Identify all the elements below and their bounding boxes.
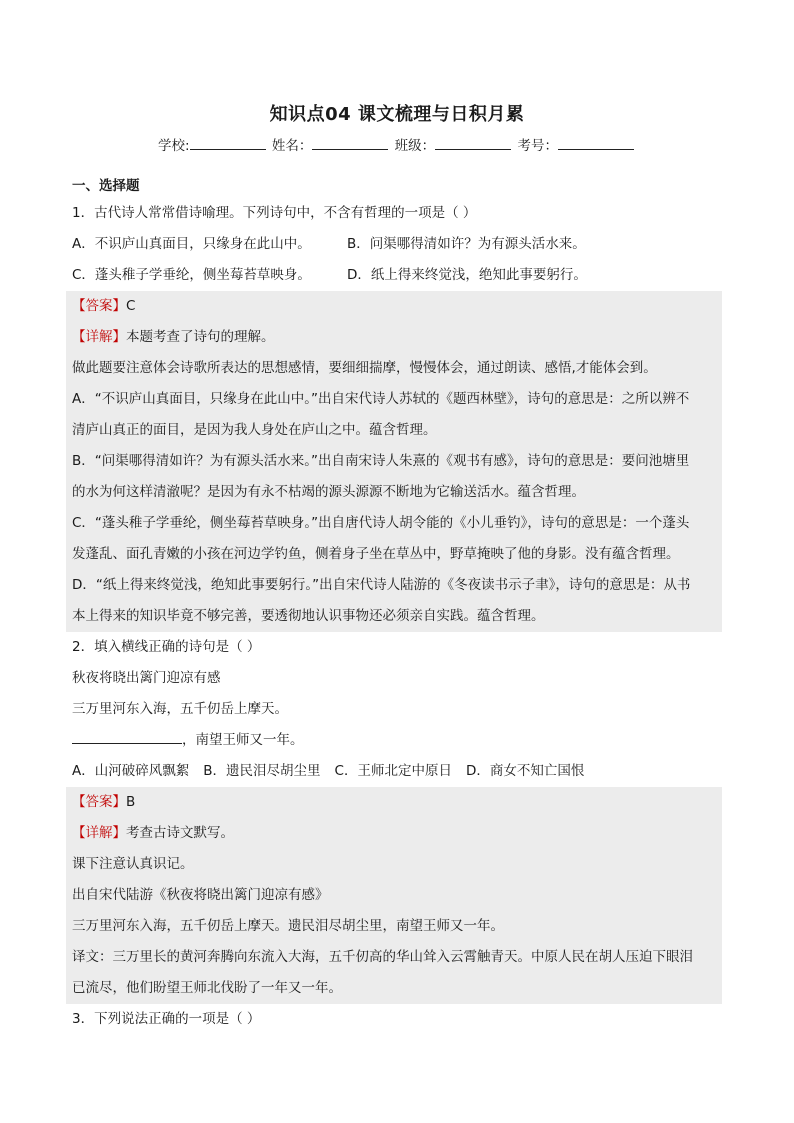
- q2-explain-2: 三万里河东入海，五千仞岳上摩天。遗民泪尽胡尘里，南望王师又一年。: [72, 918, 504, 934]
- page-title: 知识点04 课文梳理与日积月累: [269, 104, 525, 125]
- q2-explain-1: 出自宋代陆游《秋夜将晓出篱门迎凉有感》: [72, 887, 329, 903]
- q1-explain-c-2: 发蓬乱、面孔青嫩的小孩在河边学钓鱼，侧着身子坐在草丛中，野草掩映了他的身影。没有蕴含哲理。: [72, 546, 680, 562]
- q2-poem-line-2: [72, 725, 722, 756]
- school-label: 学校:: [158, 138, 190, 154]
- q1-detail-2: 做此题要注意体会诗歌所表达的思想感情，要细细揣摩，慢慢体会，通过朗读、感悟,才能体会到。: [72, 360, 657, 376]
- q2-answer: B: [126, 794, 136, 810]
- q1-option-a[interactable]: A．不识庐山真面目，只缘身在此山中。: [72, 236, 311, 252]
- q1-detail-1: 本题考查了诗句的理解。: [126, 329, 275, 345]
- q2-line-2-rest: ，南望王师又一年。: [182, 732, 304, 748]
- detail-tag: 【详解】: [72, 825, 126, 841]
- school-blank[interactable]: [190, 137, 266, 150]
- q1-explain-b-1: B．“问渠哪得清如许？为有源头活水来。”出自南宋诗人朱熹的《观书有感》，诗句的意思是：要问池塘里: [72, 453, 690, 469]
- q2-poem-line-1: 三万里河东入海，五千仞岳上摩天。: [72, 701, 288, 717]
- q2-detail-2: 课下注意认真识记。: [72, 856, 194, 872]
- q2-explain-4: 已流尽，他们盼望王师北伐盼了一年又一年。: [72, 980, 342, 996]
- q1-answer-row: [72, 291, 722, 322]
- q2-answer-block: [66, 787, 722, 1004]
- class-blank[interactable]: [435, 137, 511, 150]
- q2-fill-blank[interactable]: [72, 729, 182, 744]
- q1-explain-c-1: C．“蓬头稚子学垂纶，侧坐莓苔草映身。”出自唐代诗人胡令能的《小儿垂钓》，诗句的意思是：一个蓬头: [72, 515, 690, 531]
- section-heading: 一、选择题: [72, 178, 140, 194]
- q2-options-row: [72, 756, 722, 787]
- answer-tag: 【答案】: [72, 298, 126, 314]
- q1-option-b[interactable]: B．问渠哪得清如许？为有源头活水来。: [347, 236, 586, 252]
- q1-explain-b-2: 的水为何这样清澈呢？是因为有永不枯竭的源头源源不断地为它输送活水。蕴含哲理。: [72, 484, 585, 500]
- q2-option-c[interactable]: C．王师北定中原日: [334, 763, 452, 779]
- q1-detail-row: [72, 322, 722, 353]
- q1-option-d[interactable]: D．纸上得来终觉浅，绝知此事要躬行。: [347, 267, 587, 283]
- q1-option-c[interactable]: C．蓬头稚子学垂纶，侧坐莓苔草映身。: [72, 267, 311, 283]
- class-label: 班级：: [394, 138, 436, 154]
- q2-poem-title: 秋夜将晓出篱门迎凉有感: [72, 670, 221, 686]
- q1-explain-d-1: D．“纸上得来终觉浅，绝知此事要躬行。”出自宋代诗人陆游的《冬夜读书示子聿》，诗句的意思是：从书: [72, 577, 691, 593]
- q2-stem: 2．填入横线正确的诗句是（ ）: [72, 639, 261, 655]
- q2-option-d[interactable]: D．商女不知亡国恨: [465, 763, 585, 779]
- q2-option-a[interactable]: A．山河破碎风飘絮: [72, 763, 190, 779]
- q2-detail-row: [72, 818, 722, 849]
- q2-explain-3: 译文：三万里长的黄河奔腾向东流入大海，五千仞高的华山耸入云霄触青天。中原人民在胡人压迫下眼泪: [72, 949, 693, 965]
- exam-no-blank[interactable]: [558, 137, 634, 150]
- q1-explain-a-2: 清庐山真正的面目，是因为我人身处在庐山之中。蕴含哲理。: [72, 422, 437, 438]
- q2-option-b[interactable]: B．遗民泪尽胡尘里: [203, 763, 321, 779]
- q1-explain-a-1: A．“不识庐山真面目，只缘身在此山中。”出自宋代诗人苏轼的《题西林壁》，诗句的意思是：之所以辨不: [72, 391, 690, 407]
- q1-options-row-2: [72, 260, 722, 291]
- student-info-line: [0, 134, 794, 154]
- detail-tag: 【详解】: [72, 329, 126, 345]
- answer-tag: 【答案】: [72, 794, 126, 810]
- q1-answer: C: [126, 298, 136, 314]
- main-content: [72, 174, 722, 1035]
- q1-answer-block: [66, 291, 722, 632]
- q1-stem: 1．古代诗人常常借诗喻理。下列诗句中，不含有哲理的一项是（ ）: [72, 205, 477, 221]
- q2-detail-1: 考查古诗文默写。: [126, 825, 234, 841]
- q1-explain-d-2: 本上得来的知识毕竟不够完善，要透彻地认识事物还必须亲自实践。蕴含哲理。: [72, 608, 545, 624]
- exam-no-label: 考号：: [517, 138, 558, 154]
- name-blank[interactable]: [312, 137, 388, 150]
- q3-stem: 3．下列说法正确的一项是（ ）: [72, 1011, 261, 1027]
- q2-answer-row: [72, 787, 722, 818]
- name-label: 姓名：: [271, 138, 313, 154]
- q1-options-row-1: [72, 229, 722, 260]
